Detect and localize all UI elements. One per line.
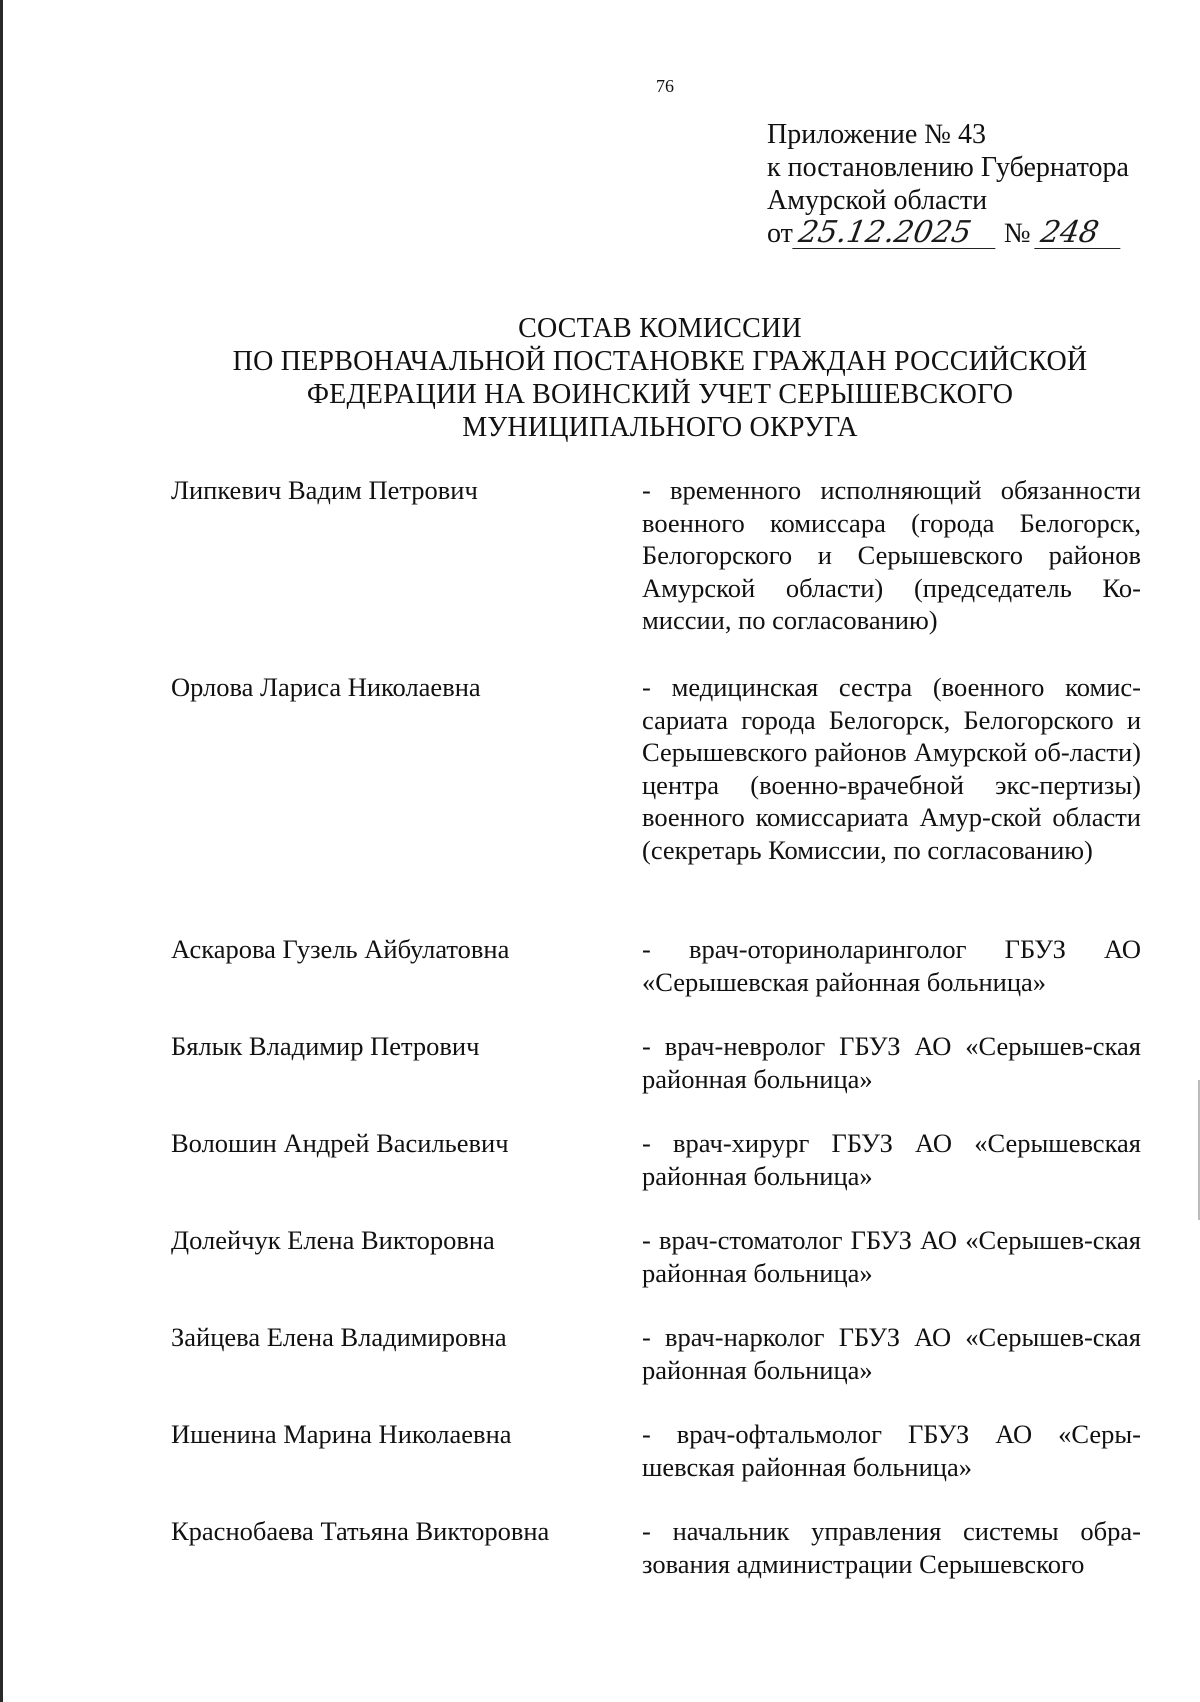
appendix-line-3: Амурской области xyxy=(767,185,988,216)
member-name: Орлова Лариса Николаевна xyxy=(171,672,481,702)
title-line-4: МУНИЦИПАЛЬНОГО ОКРУГА xyxy=(462,412,858,443)
member-role: - врач-стоматолог ГБУЗ АО «Серышев-ская районная больница» xyxy=(642,1225,1141,1288)
member-name: Ишенина Марина Николаевна xyxy=(171,1419,512,1449)
member-name: Долейчук Елена Викторовна xyxy=(171,1225,495,1255)
member-name: Краснобаева Татьяна Викторовна xyxy=(171,1516,550,1546)
member-role: - врач-хирург ГБУЗ АО «Серышевская районная больница» xyxy=(642,1128,1141,1191)
member-name: Зайцева Елена Владимировна xyxy=(171,1322,507,1352)
appendix-block xyxy=(767,118,1129,250)
member-role: - начальник управления системы обра-зования администрации Серышевского xyxy=(642,1516,1141,1579)
page-number: 76 xyxy=(656,76,674,96)
appendix-line-2: к постановлению Губернатора xyxy=(767,152,1129,183)
appendix-line-1: Приложение № 43 xyxy=(767,119,986,150)
handwritten-date: 25.12.2025 xyxy=(792,218,1000,249)
member-role: - временного исполняющий обязанности военного комиссара (города Белогорск, Белогорского и Серышевского районов Амурской области) (председатель Ко-миссии, по согласованию) xyxy=(642,475,1141,635)
handwritten-number: 248 xyxy=(1034,218,1125,249)
scan-left-edge xyxy=(0,0,3,1702)
appendix-date-number-line xyxy=(767,217,1129,250)
member-role: - медицинская сестра (военного комис-сариата города Белогорск, Белогорского и Серышевского районов Амурской об-ласти) центра (военно-врачебной экс-пертизы) военного комиссариата Амур-ской области (секретарь Комиссии, по согласованию) xyxy=(642,672,1141,865)
member-role: - врач-нарколог ГБУЗ АО «Серышев-ская районная больница» xyxy=(642,1322,1141,1385)
member-name: Аскарова Гузель Айбулатовна xyxy=(171,934,510,964)
number-label: № xyxy=(1003,218,1031,249)
member-role: - врач-оториноларинголог ГБУЗ АО «Серышевская районная больница» xyxy=(642,934,1141,997)
title-line-2: ПО ПЕРВОНАЧАЛЬНОЙ ПОСТАНОВКЕ ГРАЖДАН РОССИЙСКОЙ xyxy=(232,346,1088,377)
member-role: - врач-офтальмолог ГБУЗ АО «Серы-шевская районная больница» xyxy=(642,1419,1141,1482)
member-role: - врач-невролог ГБУЗ АО «Серышев-ская районная больница» xyxy=(642,1031,1141,1094)
member-name: Волошин Андрей Васильевич xyxy=(171,1128,509,1158)
document-title xyxy=(200,312,1120,444)
date-prefix: от xyxy=(767,218,793,249)
member-name: Бялык Владимир Петрович xyxy=(171,1031,480,1061)
title-line-1: СОСТАВ КОМИССИИ xyxy=(518,313,802,344)
member-name: Липкевич Вадим Петрович xyxy=(171,475,478,505)
title-line-3: ФЕДЕРАЦИИ НА ВОИНСКИЙ УЧЕТ СЕРЫШЕВСКОГО xyxy=(306,379,1014,410)
